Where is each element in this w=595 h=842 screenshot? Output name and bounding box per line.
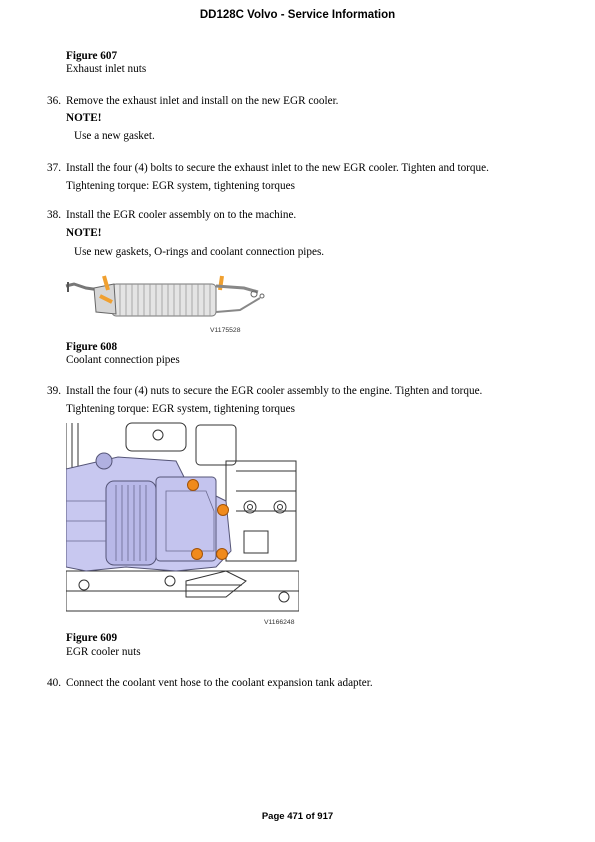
figure-607-label: Figure 607 (66, 50, 118, 62)
step-38-note-text: Use new gaskets, O-rings and coolant connection pipes. (74, 246, 325, 258)
step-39-torque-ref: Tightening torque: EGR system, tightening torques (66, 403, 295, 415)
step-36-text: Remove the exhaust inlet and install on the new EGR cooler. (66, 95, 339, 107)
step-37-number: 37. (47, 162, 61, 174)
figure-608-image (64, 272, 270, 336)
figure-607-caption: Exhaust inlet nuts (66, 63, 147, 75)
figure-609-image (66, 421, 299, 627)
step-36-number: 36. (47, 95, 61, 107)
figure-609-code: V1166248 (264, 619, 295, 626)
page-header: DD128C Volvo - Service Information (199, 9, 396, 21)
step-38-text: Install the EGR cooler assembly on to the machine. (66, 209, 297, 221)
figure-608-caption: Coolant connection pipes (66, 354, 180, 366)
step-38-note-label: NOTE! (66, 227, 102, 239)
step-38-number: 38. (47, 209, 61, 221)
figure-609-caption: EGR cooler nuts (66, 646, 141, 658)
figure-608-label: Figure 608 (66, 341, 118, 353)
step-39-number: 39. (47, 385, 61, 397)
page-footer: Page 471 of 917 (261, 811, 334, 822)
step-40-number: 40. (47, 677, 61, 689)
figure-608-code: V1175528 (210, 327, 241, 334)
step-40-text: Connect the coolant vent hose to the coolant expansion tank adapter. (66, 677, 373, 689)
figure-609-label: Figure 609 (66, 632, 118, 644)
step-36-note-label: NOTE! (66, 112, 102, 124)
step-36-note-text: Use a new gasket. (74, 130, 155, 142)
step-39-text: Install the four (4) nuts to secure the EGR cooler assembly to the engine. Tighten and torque. (66, 385, 483, 397)
step-37-text: Install the four (4) bolts to secure the exhaust inlet to the new EGR cooler. Tighten and torque. (66, 162, 489, 174)
step-37-torque-ref: Tightening torque: EGR system, tightening torques (66, 180, 295, 192)
